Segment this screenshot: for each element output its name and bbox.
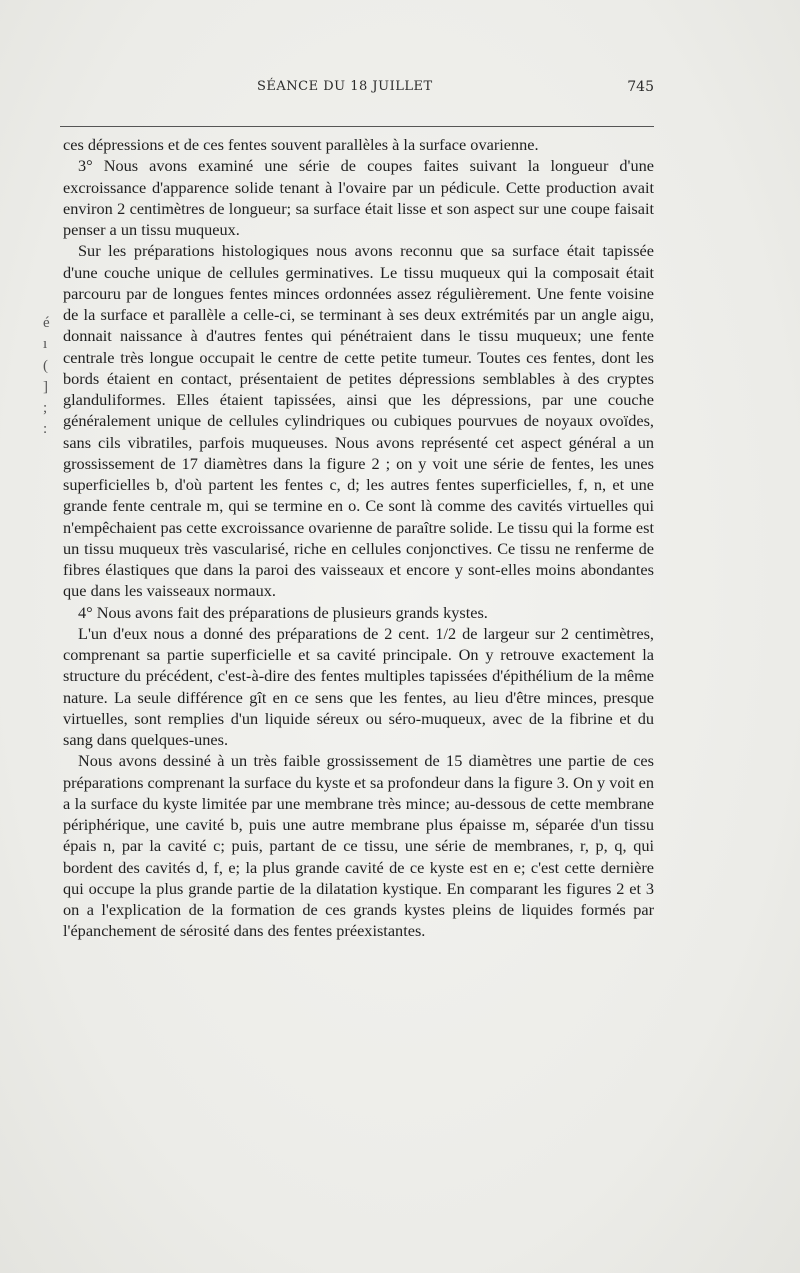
running-title: SÉANCE DU 18 JUILLET	[257, 79, 433, 94]
margin-mark: :	[43, 421, 48, 438]
margin-marks	[43, 313, 55, 441]
margin-mark: ı	[43, 336, 48, 353]
paragraph-section-4: 4° Nous avons fait des préparations de plusieurs grands kystes.	[78, 602, 488, 622]
margin-mark: (	[43, 357, 48, 374]
page-number: 745	[627, 79, 654, 95]
paragraph-continuation: ces dépressions et de ces fentes souvent parallèles à la surface ovarienne.	[63, 135, 539, 154]
paragraph-figure-3: Nous avons dessiné à un très faible grossissement de 15 diamètres une partie de ces préparations comprenant la surface du kyste et sa profondeur dans la figure 3. On y voit en a la surface du kyste limitée par une membrane très mince; au-dessous de cette membrane périphérique, une cavité b, puis une autre membrane plus épaisse m, séparée d'un tissu épais n, par la cavité c; puis, partant de ce tissu, une série de membranes, r, p, q, qui bordent des cavités d, f, e; la plus grande cavité de ce kyste est en e; c'est cette dernière qui occupe la plus grande partie de la dilatation kystique. En comparant les figures 2 et 3 on a l'explication de la formation de ces grands kystes pleins de liquides formés par l'épanchement de sérosité dans des fentes préexistantes.	[63, 751, 654, 941]
body-text	[63, 134, 654, 942]
running-head	[60, 79, 654, 99]
paragraph-section-3: 3° Nous avons examiné une série de coupes faites suivant la longueur d'une excroissance d'apparence solide tenant à l'ovaire par un pédicule. Cette production avait environ 2 centimètres de longueur; sa surface était lisse et son aspect sur une coupe faisait penser a un tissu muqueux.	[63, 156, 654, 239]
paragraph-histology: Sur les préparations histologiques nous avons reconnu que sa surface était tapissée d'une couche unique de cellules germinatives. Le tissu muqueux qui la composait était parcouru par de longues fentes minces ordonnées assez régulièrement. Une fente voisine de la surface et parallèle a celle-ci, se terminant à ses deux extrémités par un angle aigu, donnait naissance à d'autres fentes qui pénétraient dans le tissu muqueux; une fente centrale très longue occupait le centre de cette petite tumeur. Toutes ces fentes, dont les bords étaient en contact, présentaient de petites dépressions semblables à des cryptes glanduliformes. Elles étaient tapissées, ainsi que les dépressions, par une couche généralement unique de cellules cylindriques ou cubiques pourvues de noyaux ovoïdes, sans cils vibratiles, parfois muqueuses. Nous avons représenté cet aspect général a un grossissement de 17 diamètres dans la figure 2 ; on y voit une série de fentes, les unes superficielles b, d'où partent les fentes c, d; les autres fentes superficielles, f, n, et une grande fente centrale m, qui se termine en o. Ce sont là comme des cavités virtuelles qui n'empêchaient pas cette excroissance ovarienne de paraître solide. Le tissu qui la forme est un tissu muqueux très vascularisé, riche en cellules conjonctives. Ce tissu ne renferme de fibres élastiques que dans la paroi des vaisseaux et encore y sont-elles moins abondantes que dans les vaisseaux normaux.	[63, 241, 654, 601]
header-rule	[60, 126, 654, 127]
margin-mark: ]	[43, 378, 48, 395]
paragraph-cyst: L'un d'eux nous a donné des préparations de 2 cent. 1/2 de largeur sur 2 centimètres, comprenant sa partie superficielle et sa cavité principale. On y retrouve exactement la structure du précédent, c'est-à-dire des fentes multiples tapissées d'épithélium de la même nature. La seule différence gît en ce sens que les fentes, au lieu d'être minces, presque virtuelles, sont remplies d'un liquide séreux ou séro-muqueux, avec de la fibrine et du sang dans quelques-unes.	[63, 623, 654, 749]
margin-mark: é	[43, 315, 50, 331]
margin-mark: ;	[43, 400, 48, 416]
